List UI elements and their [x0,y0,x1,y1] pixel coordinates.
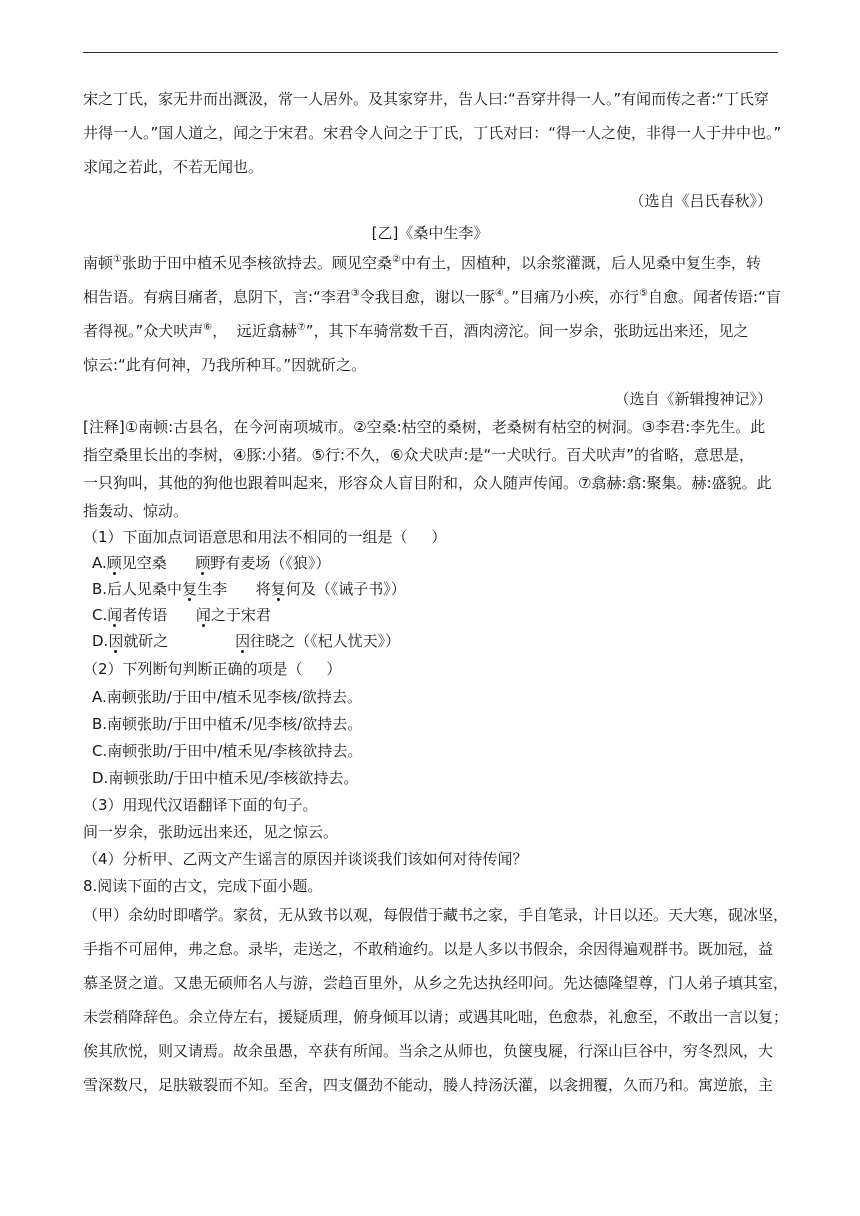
question-1-stem: （1）下面加点词语意思和用法不相同的一组是（ ） [83,528,447,546]
dotted-word: 顾 [195,554,211,572]
footnote-marker: ③ [350,288,360,299]
option-label: C. [92,606,108,624]
question-1-option-d [92,628,400,655]
text-segment: 见空桑 [121,554,196,572]
footnote-marker: ② [392,254,401,265]
question-1-option-b [92,576,406,603]
text-segment: 南顿 [83,254,114,272]
question-8-heading: 8.阅读下面的古文，完成下面小题。 [83,877,323,895]
text-segment: 者得视。”众犬吠声 [83,322,204,340]
text-segment: 中有土，因植种，以余浆灌溉，后人见桑中复生李，转 [400,254,761,272]
dotted-word: 闻 [195,606,211,624]
footnote-marker: ⑤ [639,288,649,299]
notes-line: 指轰动、惊动。 [83,502,189,520]
footnote-marker: ⑦ [296,322,306,333]
option-label: D. [92,632,109,650]
footnote-marker: ① [113,254,122,265]
text-segment: 野有麦场（《狼》） [210,554,331,572]
dotted-word: 顾 [106,554,122,572]
passage-yi-line [83,250,761,277]
passage-yi-title: [乙]《桑中生李》 [371,224,489,242]
text-segment: 令我目愈，谢以一豚 [359,288,495,306]
question-2-option-c: C.南顿张助/于田中/植禾见/李核欲持去。 [92,742,363,760]
dotted-word: 复 [182,580,198,598]
dotted-word: 复 [270,580,286,598]
question-4-stem: （4）分析甲、乙两文产生谣言的原因并谈谈我们该如何对待传闻？ [83,850,528,868]
question-8-passage-line: 俟其欣悦，则又请焉。故余虽愚，卒获有所闻。当余之从师也，负箧曳屣，行深山巨谷中，穷冬烈风，大 [83,1042,774,1060]
question-1-option-c [92,602,271,629]
passage-jia-source: （选自《吕氏春秋》） [629,192,772,210]
header-rule [83,52,778,53]
question-3-stem: （3）用现代汉语翻译下面的句子。 [83,796,318,814]
notes-line: [注释]①南顿:古县名，在今河南项城市。②空桑:枯空的桑树，老桑树有枯空的树洞。③李君:李先生。此 [83,418,766,436]
question-2-stem: （2）下列断句判断正确的项是（ ） [83,660,342,678]
notes-line: 指空桑里长出的李树，④豚:小猪。⑤行:不久，⑥众犬吠声:是“一犬吠行。百犬吠声”的省略，意思是， [83,446,755,464]
text-segment: 何及（《诫子书》） [285,580,406,598]
question-8-passage-line: 雪深数尺，足肤皲裂而不知。至舍，四支僵劲不能动，媵人持汤沃灌，以衾拥覆，久而乃和。寓逆旅，主 [83,1076,774,1094]
notes-line: 一只狗叫，其他的狗他也跟着叫起来，形容众人盲目附和，众人随声传闻。⑦翕赫:翕:聚集。赫:盛貌。此 [83,474,772,492]
text-segment: 张助于田中植禾见李核欲持去。顾见空桑 [121,254,392,272]
question-1-option-a [92,550,330,577]
question-8-passage-line: 慕圣贤之道。又患无硕师名人与游，尝趋百里外，从乡之先达执经叩问。先达德隆望尊，门人弟子填其室， [83,974,789,992]
question-2-option-d: D.南顿张助/于田中植禾见/李核欲持去。 [92,769,359,787]
question-2-option-b: B.南顿张助/于田中植禾/见李核/欲持去。 [92,715,363,733]
text-segment: 自愈。闻者传语:“盲 [648,288,781,306]
question-3-sentence: 间一岁余，张助远出来还，见之惊云。 [83,823,339,841]
dotted-word: 因 [235,632,251,650]
question-8-passage-line: 未尝稍降辞色。余立侍左右，援疑质理，俯身倾耳以请；或遇其叱咄，色愈恭，礼愈至，不敢出一言以复； [83,1008,789,1026]
passage-yi-line: 惊云:“此有何神，乃我所种耳。”因就斫之。 [83,356,367,374]
dotted-word: 闻 [107,606,123,624]
footnote-marker: ④ [494,288,504,299]
text-segment: 就斫之 [123,632,236,650]
question-2-option-a: A.南顿张助/于田中/植禾见李核/欲持去。 [92,688,362,706]
text-segment: 者传语 [122,606,196,624]
text-segment: ”，其下车骑常数千百，酒肉滂沱。间一岁余，张助远出来还，见之 [305,322,749,340]
text-segment: 往晓之（《杞人忧天》） [250,632,401,650]
text-segment: 生李 将 [197,580,271,598]
question-8-passage-line: （甲）余幼时即嗜学。家贫，无从致书以观，每假借于藏书之家，手自笔录，计日以还。天大寒，砚冰坚， [83,906,789,924]
passage-yi-line [83,318,749,345]
question-8-passage-line: 手指不可屈伸，弗之怠。录毕，走送之，不敢稍逾约。以是人多以书假余，余因得遍观群书。既加冠，益 [83,940,774,958]
dotted-word: 因 [108,632,124,650]
passage-jia-line: 求闻之若此，不若无闻也。 [83,158,264,176]
passage-yi-line [83,284,781,311]
text-segment: 之于宋君 [210,606,271,624]
text-segment: 。”目痛乃小疾，亦行 [503,288,640,306]
passage-jia-line: 井得一人。”国人道之，闻之于宋君。宋君令人问之于丁氏，丁氏对曰：“得一人之使，非得一人于井中也。” [83,124,782,142]
footnote-marker: ⑥ [203,322,213,333]
text-segment: 相告语。有病目痛者，息阴下，言:“李君 [83,288,351,306]
passage-jia-line: 宋之丁氏，家无井而出溉汲，常一人居外。及其家穿井，告人曰:“吾穿井得一人。”有闻而传之者:“丁氏穿 [83,90,769,108]
text-segment: ， 远近翕赫 [212,322,297,340]
passage-yi-source: （选自《新辑搜神记》） [614,390,772,408]
option-label: B.后人见桑中 [92,580,183,598]
option-label: A. [92,554,107,572]
